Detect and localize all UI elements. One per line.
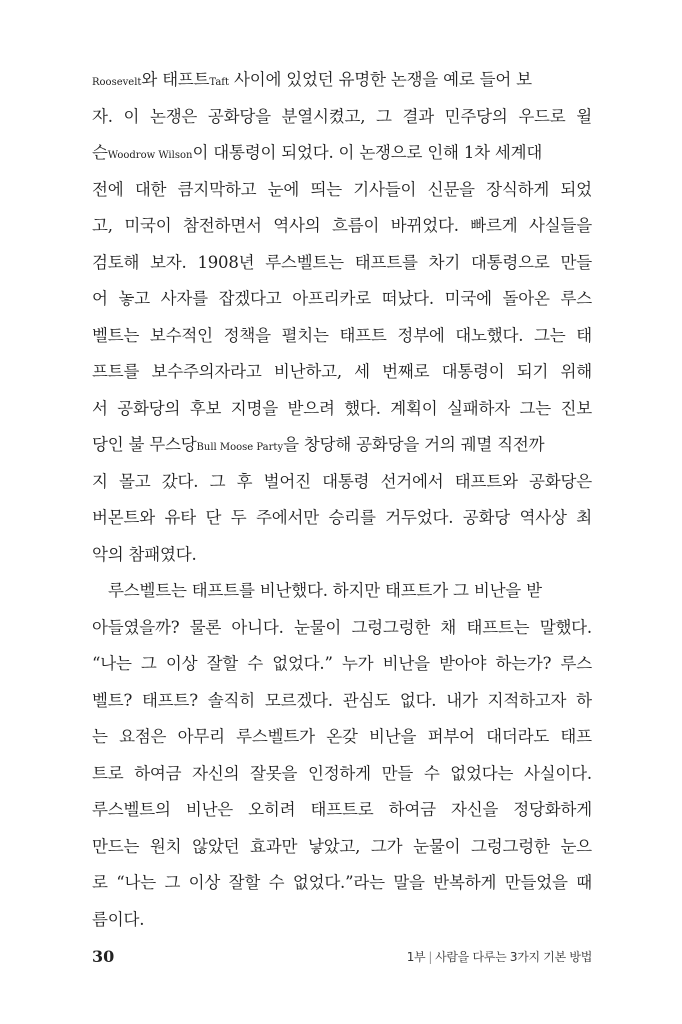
bull-moose-annotation: Bull Moose Party [196, 442, 284, 453]
word: 사자를 [160, 289, 208, 308]
word: 세 [354, 362, 370, 381]
word: 없다. [399, 690, 437, 710]
word: 는 [92, 727, 108, 746]
word: 펼치는 [281, 325, 329, 345]
word: 누가 [341, 654, 374, 673]
word: 번째로 [382, 362, 430, 381]
word: 이 [123, 106, 140, 126]
word: 아무리 [177, 727, 225, 746]
word: 때 [576, 873, 592, 892]
word: 잘할 [228, 873, 261, 892]
word: 정부에 [397, 325, 445, 345]
word: 낳았고, [307, 836, 361, 856]
word: 받으려 [287, 398, 335, 418]
word: 장식하게 [486, 179, 550, 199]
word: 그가 [370, 836, 403, 856]
word: 유타 [164, 508, 196, 527]
text-line [92, 427, 592, 464]
text-line [92, 573, 592, 610]
word: 대더라도 [486, 727, 550, 746]
word: 1908년 [197, 252, 255, 272]
word: 했다. [344, 398, 381, 418]
word: 잡겠다고 [218, 289, 282, 308]
word: 위해 [560, 362, 592, 381]
word: 공화당을 [207, 106, 271, 126]
word: 눈에 [267, 179, 300, 199]
word: 루스 [560, 654, 592, 673]
word: 하는가? [495, 654, 552, 673]
word: 요점은 [119, 727, 167, 746]
word: 보수적인 [149, 325, 213, 345]
text-fragment: 을 창당해 공화당을 거의 궤멸 직전까 [283, 435, 545, 454]
word: 빠르게 [470, 216, 518, 235]
word: 눈으 [560, 836, 592, 856]
word: 수 [423, 763, 440, 783]
word: 자. [92, 106, 113, 126]
word: 어 [92, 289, 108, 308]
word: 대노했다. [455, 325, 524, 345]
text-line [92, 318, 592, 355]
word: 공화당 [462, 508, 510, 527]
word: 자신의 [192, 763, 240, 783]
word: 루스벨트의 [92, 800, 171, 819]
word: 최 [576, 508, 592, 527]
word: 갔다. [161, 471, 199, 491]
word: 민주당의 [444, 106, 508, 126]
word: 지 [92, 471, 108, 491]
text-line [92, 829, 592, 866]
text-line [92, 354, 592, 391]
word: 태프트는 [466, 617, 530, 637]
word: 미국이 [124, 216, 172, 235]
word: 바뀌었다. [390, 216, 459, 235]
text-fragment: 와 태프트 [141, 70, 210, 89]
word: 기사들이 [353, 179, 417, 199]
word: 역사의 [273, 216, 321, 235]
word: 태프트로 [310, 800, 374, 819]
word: 검토해 [92, 252, 140, 272]
word: 아니다. [231, 617, 284, 637]
word: 서 [92, 398, 108, 418]
word: 우드로 [518, 106, 566, 126]
word: 비난을 [369, 727, 417, 746]
word: 없었다.”라는 [292, 873, 385, 892]
word: 차기 [428, 252, 461, 272]
word: 지명을 [230, 398, 278, 418]
word: 말을 [393, 873, 425, 892]
word: 태프트 [339, 325, 387, 345]
text-run [92, 427, 544, 467]
word: 프트를 [92, 362, 140, 381]
part-label: 1부 [406, 949, 426, 964]
word: “나는 [116, 873, 156, 892]
text-line: 악의 참패였다. [92, 544, 197, 564]
word: 만들었을 [504, 873, 568, 892]
word: 만들 [381, 763, 414, 783]
word: 비난하고, [273, 362, 342, 381]
text-line [92, 610, 592, 647]
word: 논쟁은 [149, 106, 198, 126]
text-fragment: 사이에 있었던 유명한 논쟁을 예로 들어 보 [229, 70, 532, 89]
text-line [92, 99, 592, 136]
word: 두 [230, 508, 247, 527]
word: 역사상 [519, 508, 567, 527]
word: 물론 [189, 617, 222, 637]
word: 로 [92, 873, 108, 892]
word: 태프트와 [454, 471, 518, 491]
word: 없었다.” [272, 654, 333, 673]
page-number: 30 [92, 946, 115, 966]
word: 떠났다. [381, 289, 434, 308]
word: 지적하고자 [487, 690, 567, 710]
text-line [92, 719, 592, 756]
word: 그 [209, 471, 226, 491]
word: 대통령이 [441, 362, 505, 381]
word: 원치 [149, 836, 182, 856]
word: 내가 [446, 690, 478, 710]
word: 받아야 [439, 654, 487, 673]
word: 승리를 [328, 508, 376, 527]
word: 주에서만 [256, 508, 319, 527]
text-line [92, 62, 592, 99]
word: 자신을 [450, 800, 499, 819]
word: 없었다는 [450, 763, 514, 783]
word: “나는 [92, 654, 132, 673]
word: 비난을 [382, 654, 430, 673]
word: 루스벨트는 [265, 252, 344, 272]
word: 선거에서 [380, 471, 444, 491]
word: 그는 [534, 325, 566, 345]
word: 대한 [134, 179, 167, 199]
text-line [92, 683, 592, 720]
word: 띄는 [310, 179, 342, 199]
text-fragment: 당인 불 무스당 [92, 435, 197, 454]
text-run [92, 135, 542, 175]
text-run [92, 62, 532, 102]
word: 효과만 [250, 836, 298, 856]
word: 몰고 [119, 471, 151, 491]
text-run [92, 573, 542, 610]
word: 그 [140, 654, 157, 673]
word: 보수주의자라고 [151, 362, 262, 381]
text-line [92, 865, 592, 902]
word: 공화당은 [529, 471, 592, 491]
word: 퍼부어 [427, 727, 475, 746]
word: 태프트? [142, 690, 198, 710]
word: 윌 [576, 106, 592, 126]
word: 흐름이 [332, 216, 380, 235]
word: 그렁그렁한 [351, 617, 431, 637]
word: 되기 [516, 362, 549, 381]
word: 분열시켰고, [281, 106, 366, 126]
word: 진보 [560, 398, 592, 418]
word: 인정하게 [307, 763, 371, 783]
word: 말했다. [539, 617, 592, 637]
word: 그렁그렁한 [471, 836, 550, 856]
word: 수 [268, 873, 285, 892]
text-fragment: 슨 [92, 143, 108, 162]
word: 후 [236, 471, 253, 491]
word: 그 [164, 873, 181, 892]
word: 전에 [92, 179, 124, 199]
word: 하여금 [134, 763, 182, 783]
word: 태프 [560, 727, 592, 746]
word: 하 [576, 690, 592, 710]
word: 솔직히 [207, 690, 255, 710]
running-chapter-title [407, 948, 592, 965]
word: 이상 [165, 654, 198, 673]
page-body [92, 62, 592, 938]
word: 벨트는 [92, 325, 140, 345]
word: 버몬트와 [92, 508, 155, 527]
word: 놓고 [118, 289, 150, 308]
word: 벨트? [92, 690, 133, 710]
word: 거두었다. [385, 508, 454, 527]
word: 후보 [189, 398, 222, 418]
word: 벌어진 [263, 471, 311, 491]
word: 아프리카로 [292, 289, 371, 308]
text-line [92, 135, 592, 172]
word: 대통령 [322, 471, 370, 491]
word: 이상 [188, 873, 221, 892]
word: 계획이 [390, 398, 438, 418]
word: 결과 [402, 106, 434, 126]
chapter-title: 사람을 다루는 3가지 기본 방법 [435, 949, 592, 964]
text-fragment: 루스벨트는 태프트를 비난했다. 하지만 태프트가 그 비난을 받 [108, 581, 542, 600]
text-line [92, 756, 592, 793]
text-line [92, 281, 592, 318]
word: 만들 [560, 252, 592, 272]
word: 단 [205, 508, 222, 527]
word: 온갖 [326, 727, 358, 746]
word: 정당화하게 [513, 800, 592, 819]
text-line [92, 208, 592, 245]
word: 만드는 [92, 836, 140, 856]
word: 아들였을까? [92, 617, 180, 637]
word: 실패하자 [447, 398, 510, 418]
separator: | [428, 949, 433, 964]
word: 눈물이 [293, 617, 342, 637]
text-fragment: 이 대통령이 되었다. 이 논쟁으로 인해 1차 세계대 [192, 143, 543, 162]
word: 눈물이 [413, 836, 461, 856]
word: 정책을 [223, 325, 271, 345]
word: 오히려 [248, 800, 296, 819]
word: 되었 [560, 179, 592, 199]
word: 고, [92, 216, 113, 235]
text-line [92, 391, 592, 428]
word: 태프트를 [354, 252, 418, 272]
word: 않았던 [192, 836, 240, 856]
word: 사실이다. [523, 763, 592, 783]
page-footer [92, 946, 592, 966]
word: 루스 [560, 289, 592, 308]
word: 트로 [92, 763, 124, 783]
word: 관심도 [342, 690, 390, 710]
word: 공화당의 [117, 398, 181, 418]
word: 잘못을 [250, 763, 298, 783]
word: 미국에 [444, 289, 492, 308]
word: 모르겠다. [264, 690, 333, 710]
word: 큼지막하고 [177, 179, 257, 199]
word: 대통령으로 [470, 252, 550, 272]
text-line [92, 792, 592, 829]
word: 수 [247, 654, 263, 673]
text-line [92, 500, 592, 537]
word: 채 [440, 617, 457, 637]
word: 반복하게 [433, 873, 497, 892]
roosevelt-annotation: Roosevelt [92, 77, 142, 88]
word: 루스벨트가 [236, 727, 315, 746]
word: 돌아온 [502, 289, 550, 308]
wilson-annotation: Woodrow Wilson [107, 150, 193, 161]
word: 잘할 [206, 654, 239, 673]
word: 그 [376, 106, 392, 126]
word: 참전하면서 [183, 216, 262, 235]
text-line: 름이다. [92, 909, 145, 929]
word: 신문을 [427, 179, 475, 199]
text-line [92, 464, 592, 501]
word: 하여금 [388, 800, 436, 819]
text-line [92, 646, 592, 683]
taft-annotation: Taft [209, 77, 229, 88]
word: 그는 [519, 398, 551, 418]
word: 비난은 [185, 800, 234, 819]
text-line [92, 245, 592, 282]
word: 보자. [150, 252, 187, 272]
text-line [92, 172, 592, 209]
word: 태 [576, 325, 592, 345]
word: 사실들을 [529, 216, 592, 235]
